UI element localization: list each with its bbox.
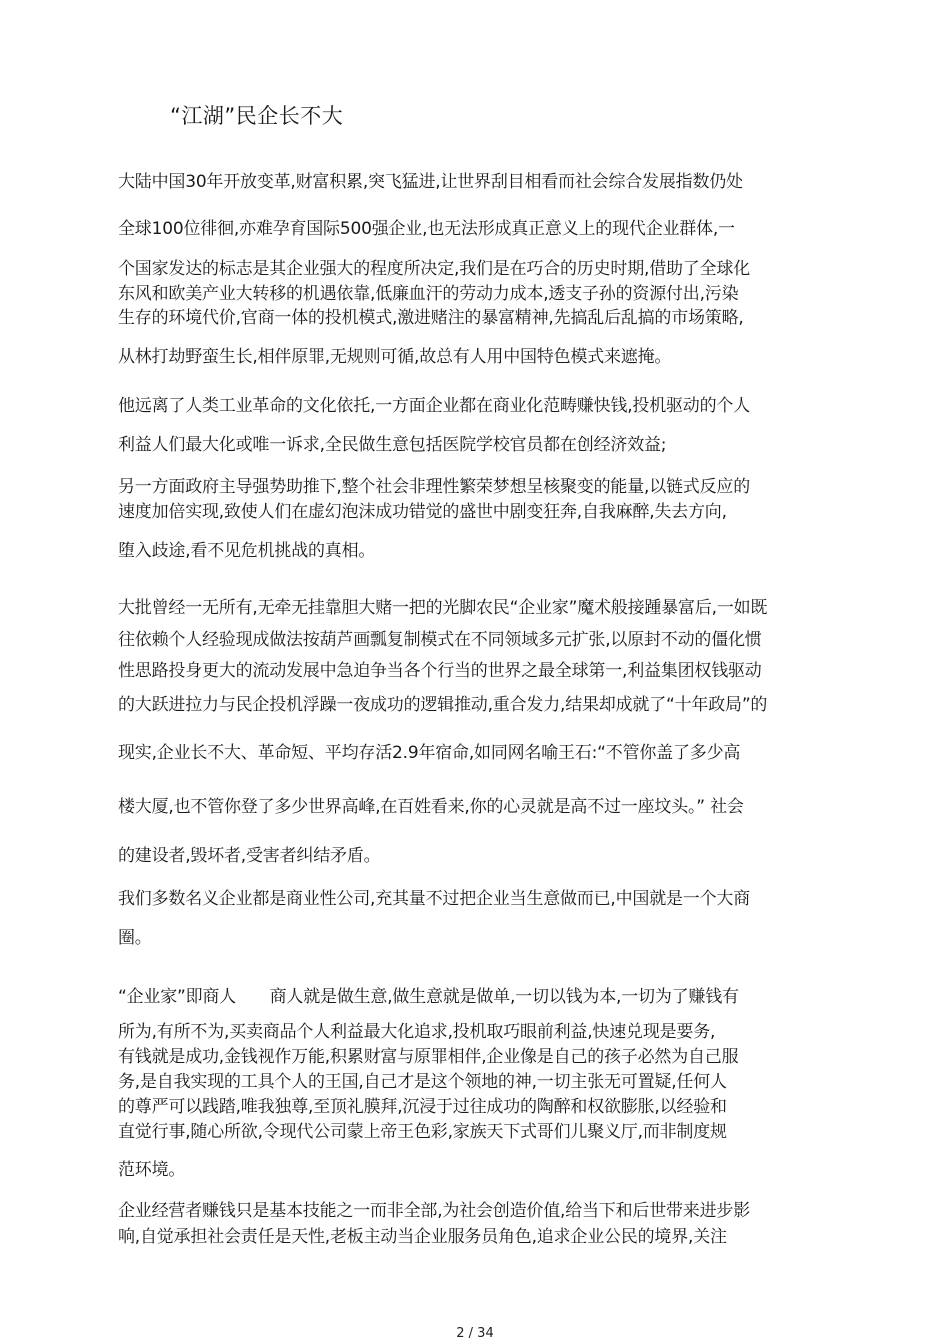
text-line: 务,是自我实现的工具个人的王国,自己才是这个领地的神,一切主张无可置疑,任何人 xyxy=(118,1072,727,1092)
text-line: 个国家发达的标志是其企业强大的程度所决定,我们是在巧合的历史时期,借助了全球化 xyxy=(118,259,751,279)
page-number: 2 / 34 xyxy=(456,1326,494,1341)
text-line: 从林打劫野蛮生长,相伴原罪,无规则可循,故总有人用中国特色模式来遮掩。 xyxy=(118,347,672,367)
text-line: 响,自觉承担社会责任是天性,老板主动当企业服务员角色,追求企业公民的境界,关注 xyxy=(118,1227,727,1247)
text-line: 大陆中国30年开放变革,财富积累,突飞猛进,让世界刮目相看而社会综合发展指数仍处 xyxy=(118,172,743,192)
text-line: 我们多数名义企业都是商业性公司,充其量不过把企业当生意做而已,中国就是一个大商 xyxy=(118,889,751,909)
text-line: 楼大厦,也不管你登了多少世界高峰,在百姓看来,你的心灵就是高不过一座坟头。” 社会 xyxy=(118,797,744,817)
text-line: 企业经营者赚钱只是基本技能之一而非全部,为社会创造价值,给当下和后世带来进步影 xyxy=(118,1201,751,1221)
text-line: 性思路投身更大的流动发展中急迫争当各个行当的世界之最全球第一,利益集团权钱驱动 xyxy=(118,661,762,681)
text-line: 大批曾经一无所有,无牵无挂靠胆大赌一把的光脚农民“企业家”魔术般接踵暴富后,一如既 xyxy=(118,598,768,618)
text-line: 利益人们最大化或唯一诉求,全民做生意包括医院学校官员都在创经济效益; xyxy=(118,435,667,455)
text-line: 速度加倍实现,致使人们在虚幻泡沫成功错觉的盛世中剧变狂奔,自我麻醉,失去方向, xyxy=(118,502,727,522)
text-line: 另一方面政府主导强势助推下,整个社会非理性繁荣梦想呈核聚变的能量,以链式反应的 xyxy=(118,477,751,497)
text-line: 生存的环境代价,官商一体的投机模式,激进赌注的暴富精神,先搞乱后乱搞的市场策略, xyxy=(118,308,744,328)
text-line: 全球100位徘徊,亦难孕育国际500强企业,也无法形成真正意义上的现代企业群体,一 xyxy=(118,219,735,239)
text-line: 直觉行事,随心所欲,令现代公司蒙上帝王色彩,家族天下式哥们儿聚义厅,而非制度规 xyxy=(118,1122,727,1142)
text-line: 有钱就是成功,金钱视作万能,积累财富与原罪相伴,企业像是自己的孩子必然为自己服 xyxy=(118,1047,739,1067)
text-line: 往依赖个人经验现成做法按葫芦画瓢复制模式在不同领域多元扩张,以原封不动的僵化惯 xyxy=(118,630,762,650)
text-line: 现实,企业长不大、革命短、平均存活2.9年宿命,如同网名喻王石:“不管你盖了多少高 xyxy=(118,743,741,763)
text-line: 东风和欧美产业大转移的机遇依靠,低廉血汗的劳动力成本,透支子孙的资源付出,污染 xyxy=(118,284,739,304)
text-line: 所为,有所不为,买卖商品个人利益最大化追求,投机取巧眼前利益,快速兑现是要务, xyxy=(118,1022,716,1042)
text-line: 的尊严可以践踏,唯我独尊,至顶礼膜拜,沉浸于过往成功的陶醉和权欲膨胀,以经验和 xyxy=(118,1097,727,1117)
text-line: 的大跃进拉力与民企投机浮躁一夜成功的逻辑推动,重合发力,结果却成就了“十年政局”的 xyxy=(118,695,768,715)
document-title: “江湖”民企长不大 xyxy=(170,104,344,128)
text-line: 他远离了人类工业革命的文化依托,一方面企业都在商业化范畴赚快钱,投机驱动的个人 xyxy=(118,396,751,416)
text-line: 堕入歧途,看不见危机挑战的真相。 xyxy=(118,541,376,561)
text-line: 范环境。 xyxy=(118,1160,186,1180)
text-line: “企业家”即商人 商人就是做生意,做生意就是做单,一切以钱为本,一切为了赚钱有 xyxy=(118,987,739,1007)
text-line: 圈。 xyxy=(118,928,152,948)
text-line: 的建设者,毁坏者,受害者纠结矛盾。 xyxy=(118,846,381,866)
